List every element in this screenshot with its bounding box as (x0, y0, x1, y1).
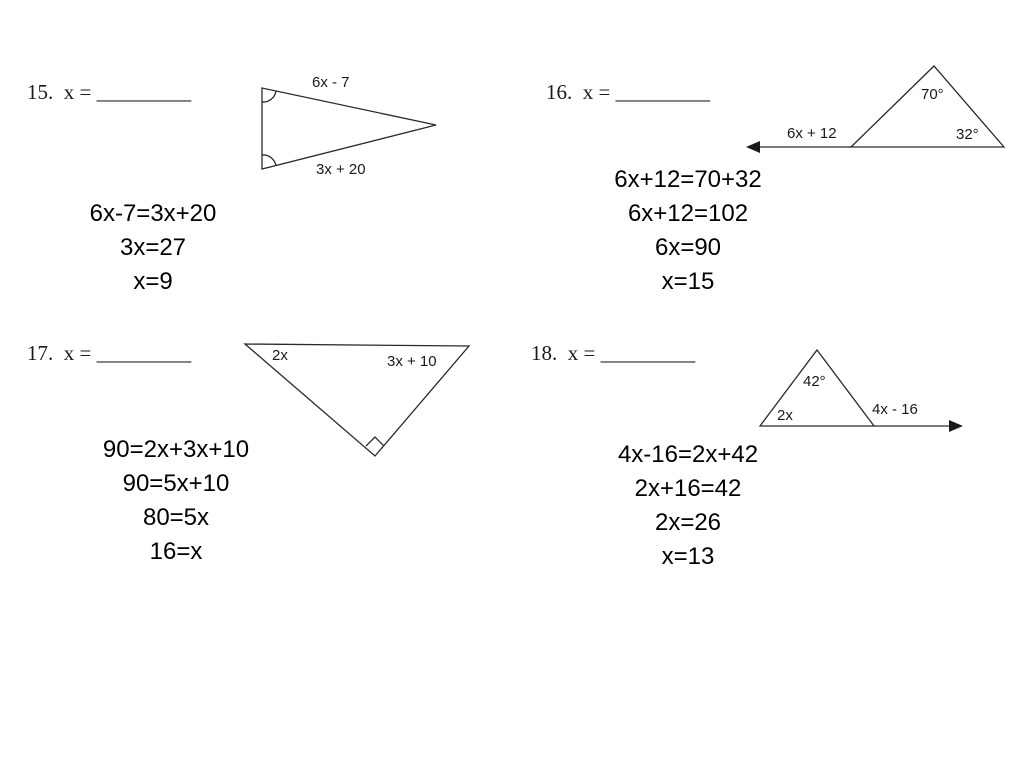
work-line: 3x=27 (119, 234, 187, 261)
angle-label-top: 42° (803, 373, 826, 390)
work-line: 6x+12=70+32 (614, 166, 762, 193)
side-label-top: 6x - 7 (312, 74, 350, 91)
work-line: 2x+16=42 (634, 475, 742, 502)
work-line: x=9 (133, 268, 173, 295)
arrowhead-right (949, 420, 963, 432)
problem-17-label: 17. x = _________ (27, 341, 192, 365)
work-line: 6x+12=102 (627, 200, 749, 227)
work-line: 90=2x+3x+10 (102, 436, 250, 463)
problem-18-work (603, 438, 773, 574)
work-line: 16=x (149, 538, 203, 565)
work-line: 4x-16=2x+42 (617, 441, 759, 468)
angle-label-right: 3x + 10 (387, 353, 437, 370)
angle-label-top: 70° (921, 86, 944, 103)
work-line: 6x=90 (654, 234, 722, 261)
work-line: 80=5x (142, 504, 210, 531)
work-line: 2x=26 (654, 509, 722, 536)
work-line: x=15 (661, 268, 715, 295)
exterior-angle-label: 6x + 12 (787, 125, 837, 142)
side-label-bottom: 3x + 20 (316, 161, 366, 178)
angle-label-left: 2x (272, 347, 288, 364)
work-line: 90=5x+10 (122, 470, 230, 497)
work-line: 6x-7=3x+20 (89, 200, 217, 227)
problem-18-label: 18. x = _________ (531, 341, 696, 365)
work-line: x=13 (661, 543, 715, 570)
exterior-angle-label: 4x - 16 (872, 401, 918, 418)
angle-label-left: 2x (777, 407, 793, 424)
problem-15-label: 15. x = _________ (27, 80, 192, 104)
problem-16-label: 16. x = _________ (546, 80, 711, 104)
angle-label-right: 32° (956, 126, 979, 143)
